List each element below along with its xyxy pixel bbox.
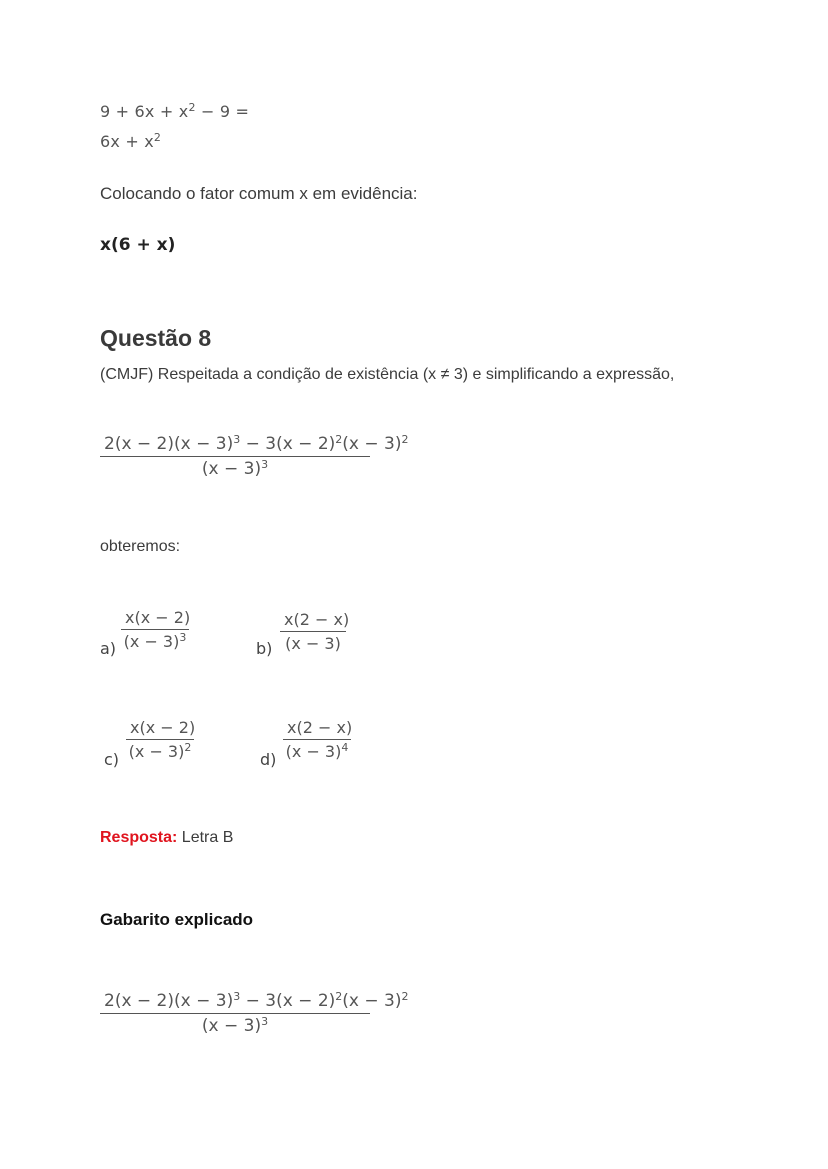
numerator-part: 2(x − 2)(x − 3) xyxy=(104,434,234,454)
denominator-part: (x − 3) xyxy=(201,459,262,479)
question-statement: (CMJF) Respeitada a condição de existência (x ≠ 3) e simplificando a expressão, xyxy=(100,366,675,383)
answer-label: Resposta: xyxy=(100,829,178,846)
option-a-label: a) xyxy=(100,639,117,658)
option-d-label: d) xyxy=(260,750,277,769)
explained-title: Gabarito explicado xyxy=(100,910,254,929)
exponent: 3 xyxy=(179,631,187,644)
denominator-part: (x − 3) xyxy=(123,632,180,651)
expression-text: 6x + x xyxy=(100,132,154,151)
answer-line xyxy=(100,829,233,847)
exponent: 2 xyxy=(184,741,192,754)
exponent: 2 xyxy=(401,990,409,1003)
question-title: Questão 8 xyxy=(100,325,212,351)
option-b-label: b) xyxy=(256,639,273,658)
denominator-part: (x − 3) xyxy=(128,742,185,761)
denominator-part: (x − 3) xyxy=(285,742,342,761)
option-a-denominator xyxy=(121,630,189,651)
exponent: 2 xyxy=(188,101,196,114)
expression-line-1 xyxy=(100,102,249,121)
option-c-label: c) xyxy=(104,750,120,769)
exponent: 3 xyxy=(261,1015,269,1028)
numerator-part: (x − 3) xyxy=(342,434,402,454)
expression-denominator xyxy=(100,1014,370,1036)
option-b-numerator: x(2 − x) xyxy=(280,610,346,632)
denominator-part: (x − 3) xyxy=(201,1016,262,1036)
option-b-denominator xyxy=(280,632,346,653)
expression-denominator xyxy=(100,457,370,479)
explained-expression xyxy=(100,990,409,1036)
option-a-numerator: x(x − 2) xyxy=(121,608,189,630)
expression-line-2 xyxy=(100,132,161,151)
answer-value: Letra B xyxy=(177,829,234,846)
expression-numerator xyxy=(100,433,409,457)
expression-text: − 9 = xyxy=(195,102,250,121)
factored-result: x(6 + x) xyxy=(100,235,176,255)
option-c-denominator xyxy=(126,740,194,761)
numerator-part: 2(x − 2)(x − 3) xyxy=(104,991,234,1011)
numerator-part: − 3(x − 2) xyxy=(240,434,336,454)
numerator-part: − 3(x − 2) xyxy=(240,991,336,1011)
factor-paragraph: Colocando o fator comum x em evidência: xyxy=(100,184,418,203)
option-d-numerator: x(2 − x) xyxy=(283,718,351,740)
exponent: 2 xyxy=(335,433,343,446)
exponent: 4 xyxy=(341,741,349,754)
denominator-part: (x − 3) xyxy=(285,634,341,653)
obteremos-text: obteremos: xyxy=(100,538,181,555)
exponent: 2 xyxy=(401,433,409,446)
exponent: 3 xyxy=(261,458,269,471)
option-a-fraction xyxy=(121,608,189,651)
option-d-fraction xyxy=(283,718,351,761)
exponent: 3 xyxy=(233,990,241,1003)
expression-numerator xyxy=(100,990,409,1014)
option-b-fraction xyxy=(280,610,350,653)
exponent: 3 xyxy=(233,433,241,446)
question-expression xyxy=(100,433,409,479)
option-c-fraction xyxy=(126,718,194,761)
option-d-denominator xyxy=(283,740,351,761)
expression-text: 9 + 6x + x xyxy=(100,102,189,121)
numerator-part: (x − 3) xyxy=(342,991,402,1011)
exponent: 2 xyxy=(335,990,343,1003)
option-c-numerator: x(x − 2) xyxy=(126,718,194,740)
exponent: 2 xyxy=(153,131,162,144)
